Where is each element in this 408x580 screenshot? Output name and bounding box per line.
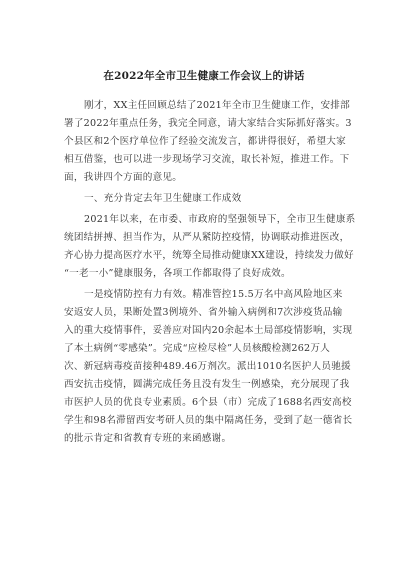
paragraph-line: 学生和98名滞留西安考研人员的集中隔离任务，受到了赵一德省长 (64, 415, 353, 426)
paragraph-line: 西安抗击疫情，圆满完成任务且没有发生一例感染，充分展现了我 (64, 379, 350, 390)
paragraph-line: 齐心协力提高医疗水平，统筹全局推动健康XX建设，持续发力做好 (64, 250, 354, 261)
paragraph-line: 了本土病例“零感染”。完成“应检尽检”人员核酸检测262万人 (64, 343, 331, 354)
paragraph-line: 署了2022年重点任务，我完全同意，请大家结合实际抓好落实。3 (64, 118, 352, 129)
document-title: 在2022年全市卫生健康工作会议上的讲话 (103, 70, 305, 82)
paragraph-line: 入的重大疫情事件，妥善应对国内20余起本土局部疫情影响，实现 (64, 325, 353, 336)
paragraph-line: 面，我讲四个方面的意见。 (64, 172, 183, 183)
paragraph-line: 刚才，XX主任回顾总结了2021年全市卫生健康工作，安排部 (84, 100, 350, 111)
paragraph-line: 安返安人员，果断处置3例境外、省外输入病例和7次涉疫货品输 (64, 307, 343, 318)
paragraph-line: 2021年以来，在市委、市政府的坚强领导下，全市卫生健康系 (84, 214, 356, 225)
paragraph-line: 市医护人员的优良专业素质。6个县（市）完成了1688名西安高校 (64, 397, 352, 408)
paragraph-line: 一是疫情防控有力有效。精准管控15.5万名中高风险地区来 (84, 289, 343, 300)
paragraph-line: “一老一小”健康服务，各项工作都取得了良好成效。 (64, 268, 291, 279)
paragraph-line: 相互借鉴，也可以进一步现场学习交流，取长补短，推进工作。下 (64, 154, 350, 165)
paragraph-line: 的批示肯定和省教育专班的来函感谢。 (64, 433, 232, 444)
paragraph-line: 个县区和2个医疗单位作了经验交流发言，都讲得很好，希望大家 (64, 136, 346, 147)
paragraph-line: 次、新冠病毒疫苗接种489.46万剂次。派出1010名医护人员驰援 (64, 361, 351, 372)
section-heading: 一、充分肯定去年卫生健康工作成效 (84, 193, 242, 204)
paragraph-line: 统团结拼搏、担当作为，从严从紧防控疫情，协调联动推进医改， (64, 232, 350, 243)
